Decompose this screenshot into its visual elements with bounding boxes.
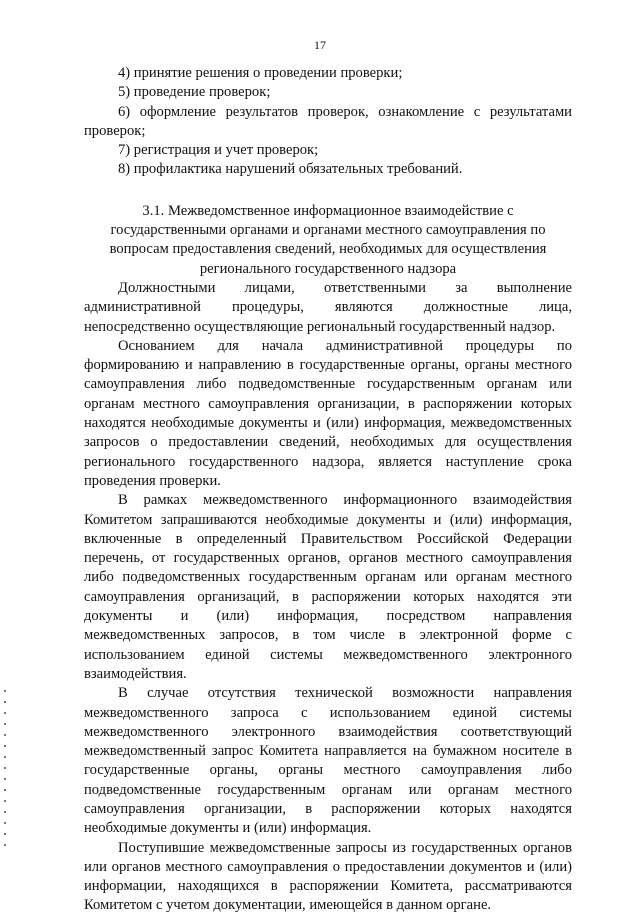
section-title: 3.1. Межведомственное информационное взаимодействие с государственными органами и органами местного самоуправления по вопросам предоставления сведений, необходимых для осуществления регионального государственного надзора	[109, 202, 547, 277]
scan-mark	[4, 833, 6, 835]
scan-mark	[4, 811, 6, 813]
scan-mark	[4, 690, 6, 692]
scan-mark	[4, 822, 6, 824]
list-item: 7) регистрация и учет проверок;	[118, 142, 319, 159]
scan-mark	[4, 800, 6, 802]
list-item: 6) оформление результатов проверок, ознакомление с результатами проверок;	[84, 103, 572, 139]
page-number: 17	[314, 38, 326, 52]
scan-mark	[4, 778, 6, 780]
list-item: 8) профилактика нарушений обязательных требований.	[118, 161, 463, 178]
scan-mark	[4, 789, 6, 791]
paragraph: В случае отсутствия технической возможности направления межведомственного запроса с использованием единой системы межведомственного электронного взаимодействия соответствующий межведомственный запрос Комитета направляется на бумажном носителе в государственные органы, органы местного самоуправления либо подведомственные государственным органам или органам местного самоуправления организации, в распоряжении которых находятся необходимые документы и (или) информация.	[84, 685, 572, 837]
paragraph: Основанием для начала административной процедуры по формированию и направлению в государственные органы, органы местного самоуправления либо подведомственные государственным органам или органам местного самоуправления организации, в распоряжении которых находятся необходимые документы и (или) информация, межведомственных запросов о предоставлении сведений, необходимых для осуществления регионального государственного надзора, является наступление срока проведения проверки.	[84, 337, 572, 489]
scan-mark	[4, 723, 6, 725]
scan-mark	[4, 734, 6, 736]
document-body	[84, 64, 572, 916]
scan-mark	[4, 712, 6, 714]
scan-edge-marks	[4, 690, 7, 860]
paragraph: В рамках межведомственного информационного взаимодействия Комитетом запрашиваются необходимые документы и (или) информация, включенные в определенный Правительством Российской Федерации перечень, от государственных органов, органов местного самоуправления либо подведомственных государственным органам или органам местного самоуправления организаций, в распоряжении которых находятся эти документы и (или) информация, посредством направления межведомственных запросов, в том числе в электронной форме с использованием единой системы межведомственного электронного взаимодействия.	[84, 492, 572, 682]
list-item: 4) принятие решения о проведении проверки;	[118, 65, 403, 81]
scan-mark	[4, 767, 6, 769]
scan-mark	[4, 756, 6, 758]
paragraph: Поступившие межведомственные запросы из государственных органов или органов местного самоуправления о предоставлении документов и (или) информации, находящихся в распоряжении Комитета, рассматриваются Комитетом с учетом документации, имеющейся в данном органе.	[84, 839, 572, 914]
scan-mark	[4, 701, 6, 703]
scan-mark	[4, 745, 6, 747]
paragraph: Должностными лицами, ответственными за выполнение административной процедуры, являются должностные лица, непосредственно осуществляющие региональный государственный надзор.	[84, 279, 572, 335]
scan-mark	[4, 844, 6, 846]
list-item: 5) проведение проверок;	[118, 84, 271, 101]
